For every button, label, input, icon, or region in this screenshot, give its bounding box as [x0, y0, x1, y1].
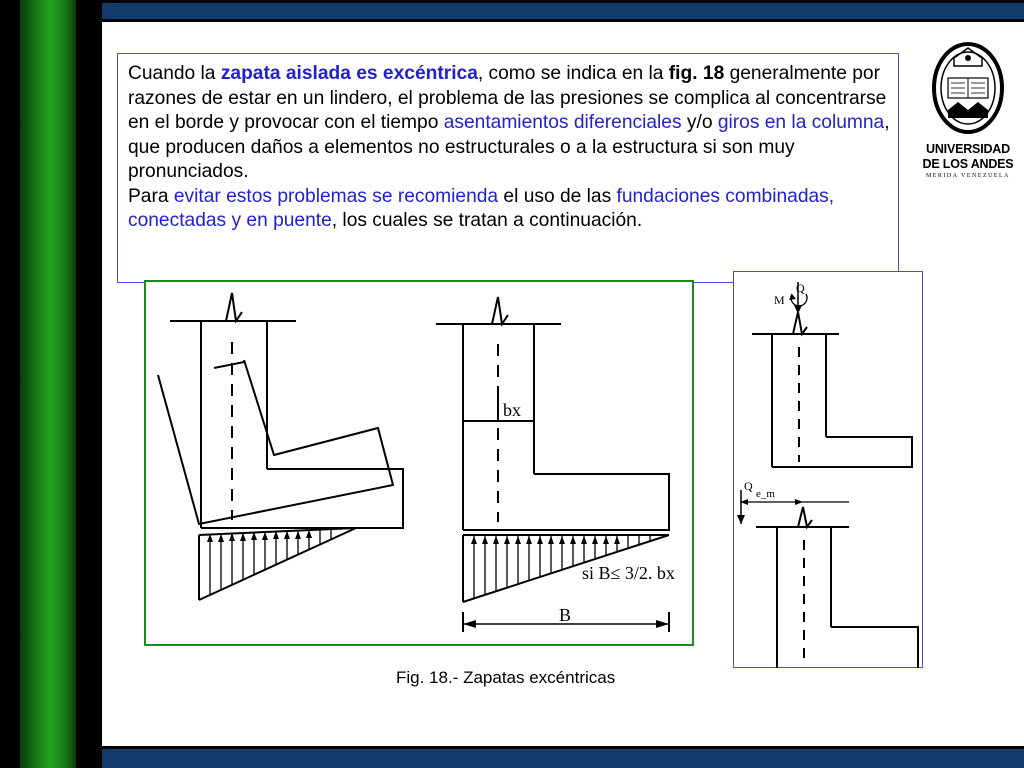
label-em: e_m [756, 488, 775, 500]
figure-eccentric-footings [144, 280, 694, 646]
paragraph-eccentric-footing [128, 62, 898, 185]
upper-footing-outline [772, 437, 912, 467]
left-green-stripe [20, 0, 76, 768]
top-navy-bar [102, 0, 1024, 22]
university-logo [918, 38, 1018, 188]
lower-break-mark [798, 507, 812, 527]
paragraph-recommendation [128, 185, 898, 234]
text-segment: , los cuales se tratan a continuación. [331, 210, 643, 231]
highlight-evitar: evitar estos problemas se recomienda [173, 185, 499, 207]
pressure-arrows-left [210, 529, 331, 594]
moment-load-drawings [734, 272, 924, 669]
break-mark-left [226, 293, 242, 321]
highlight-giros: giros en la columna [717, 112, 885, 133]
footing2-outline [463, 474, 669, 530]
university-city: MERIDA VENEZUELA [926, 173, 1010, 179]
label-Q-top: Q [796, 281, 805, 295]
label-condition: si B≤ 3/2. bx [582, 563, 675, 583]
left-black-stripe [0, 0, 20, 768]
text-segment: y/o [681, 112, 718, 133]
text-segment: el uso de las [498, 185, 617, 207]
label-M: M [774, 293, 785, 307]
footing-outline-rotated [158, 360, 393, 524]
bottom-navy-bar [102, 746, 1024, 768]
text-segment: Para [128, 185, 174, 207]
label-Q-bottom: Q [744, 479, 753, 493]
highlight-zapata-aislada: zapata aislada es excéntrica [220, 63, 478, 84]
left-black-stripe-inner [76, 0, 102, 768]
university-name-line1: UNIVERSIDAD [926, 142, 1010, 156]
upper-break-mark [793, 312, 807, 334]
label-B: B [559, 605, 572, 625]
lower-footing-outline [831, 627, 918, 668]
text-segment: , que producen daños a elementos no estructurales o a la estructura si son muy pronunciados. [128, 112, 890, 182]
text-segment: generalmente por razones de estar en un lindero, el problema de las presiones se complica al concentrarse en el borde y provocar con el tiempo [128, 63, 887, 133]
pressure-arrowheads-right [471, 536, 620, 544]
description-text-box [117, 53, 899, 283]
text-segment: Cuando la [128, 63, 221, 84]
figure-caption: Fig. 18.- Zapatas excéntricas [396, 668, 616, 687]
highlight-asentamientos: asentamientos diferenciales [443, 112, 682, 133]
footing-drawings [146, 282, 696, 648]
label-bx: bx [503, 400, 521, 420]
pressure-base-left [199, 528, 356, 535]
break-mark-right [492, 297, 508, 324]
rotated-column-top [214, 362, 244, 368]
university-name-line2: DE LOS ANDES [922, 157, 1014, 171]
fig-reference: fig. 18 [668, 63, 725, 84]
highlight-fundaciones: fundaciones combinadas, conectadas y en puente [128, 185, 835, 231]
figure-moment-load [733, 271, 923, 668]
university-seal-icon [918, 38, 1018, 142]
text-segment: , como se indica en la [477, 63, 669, 84]
